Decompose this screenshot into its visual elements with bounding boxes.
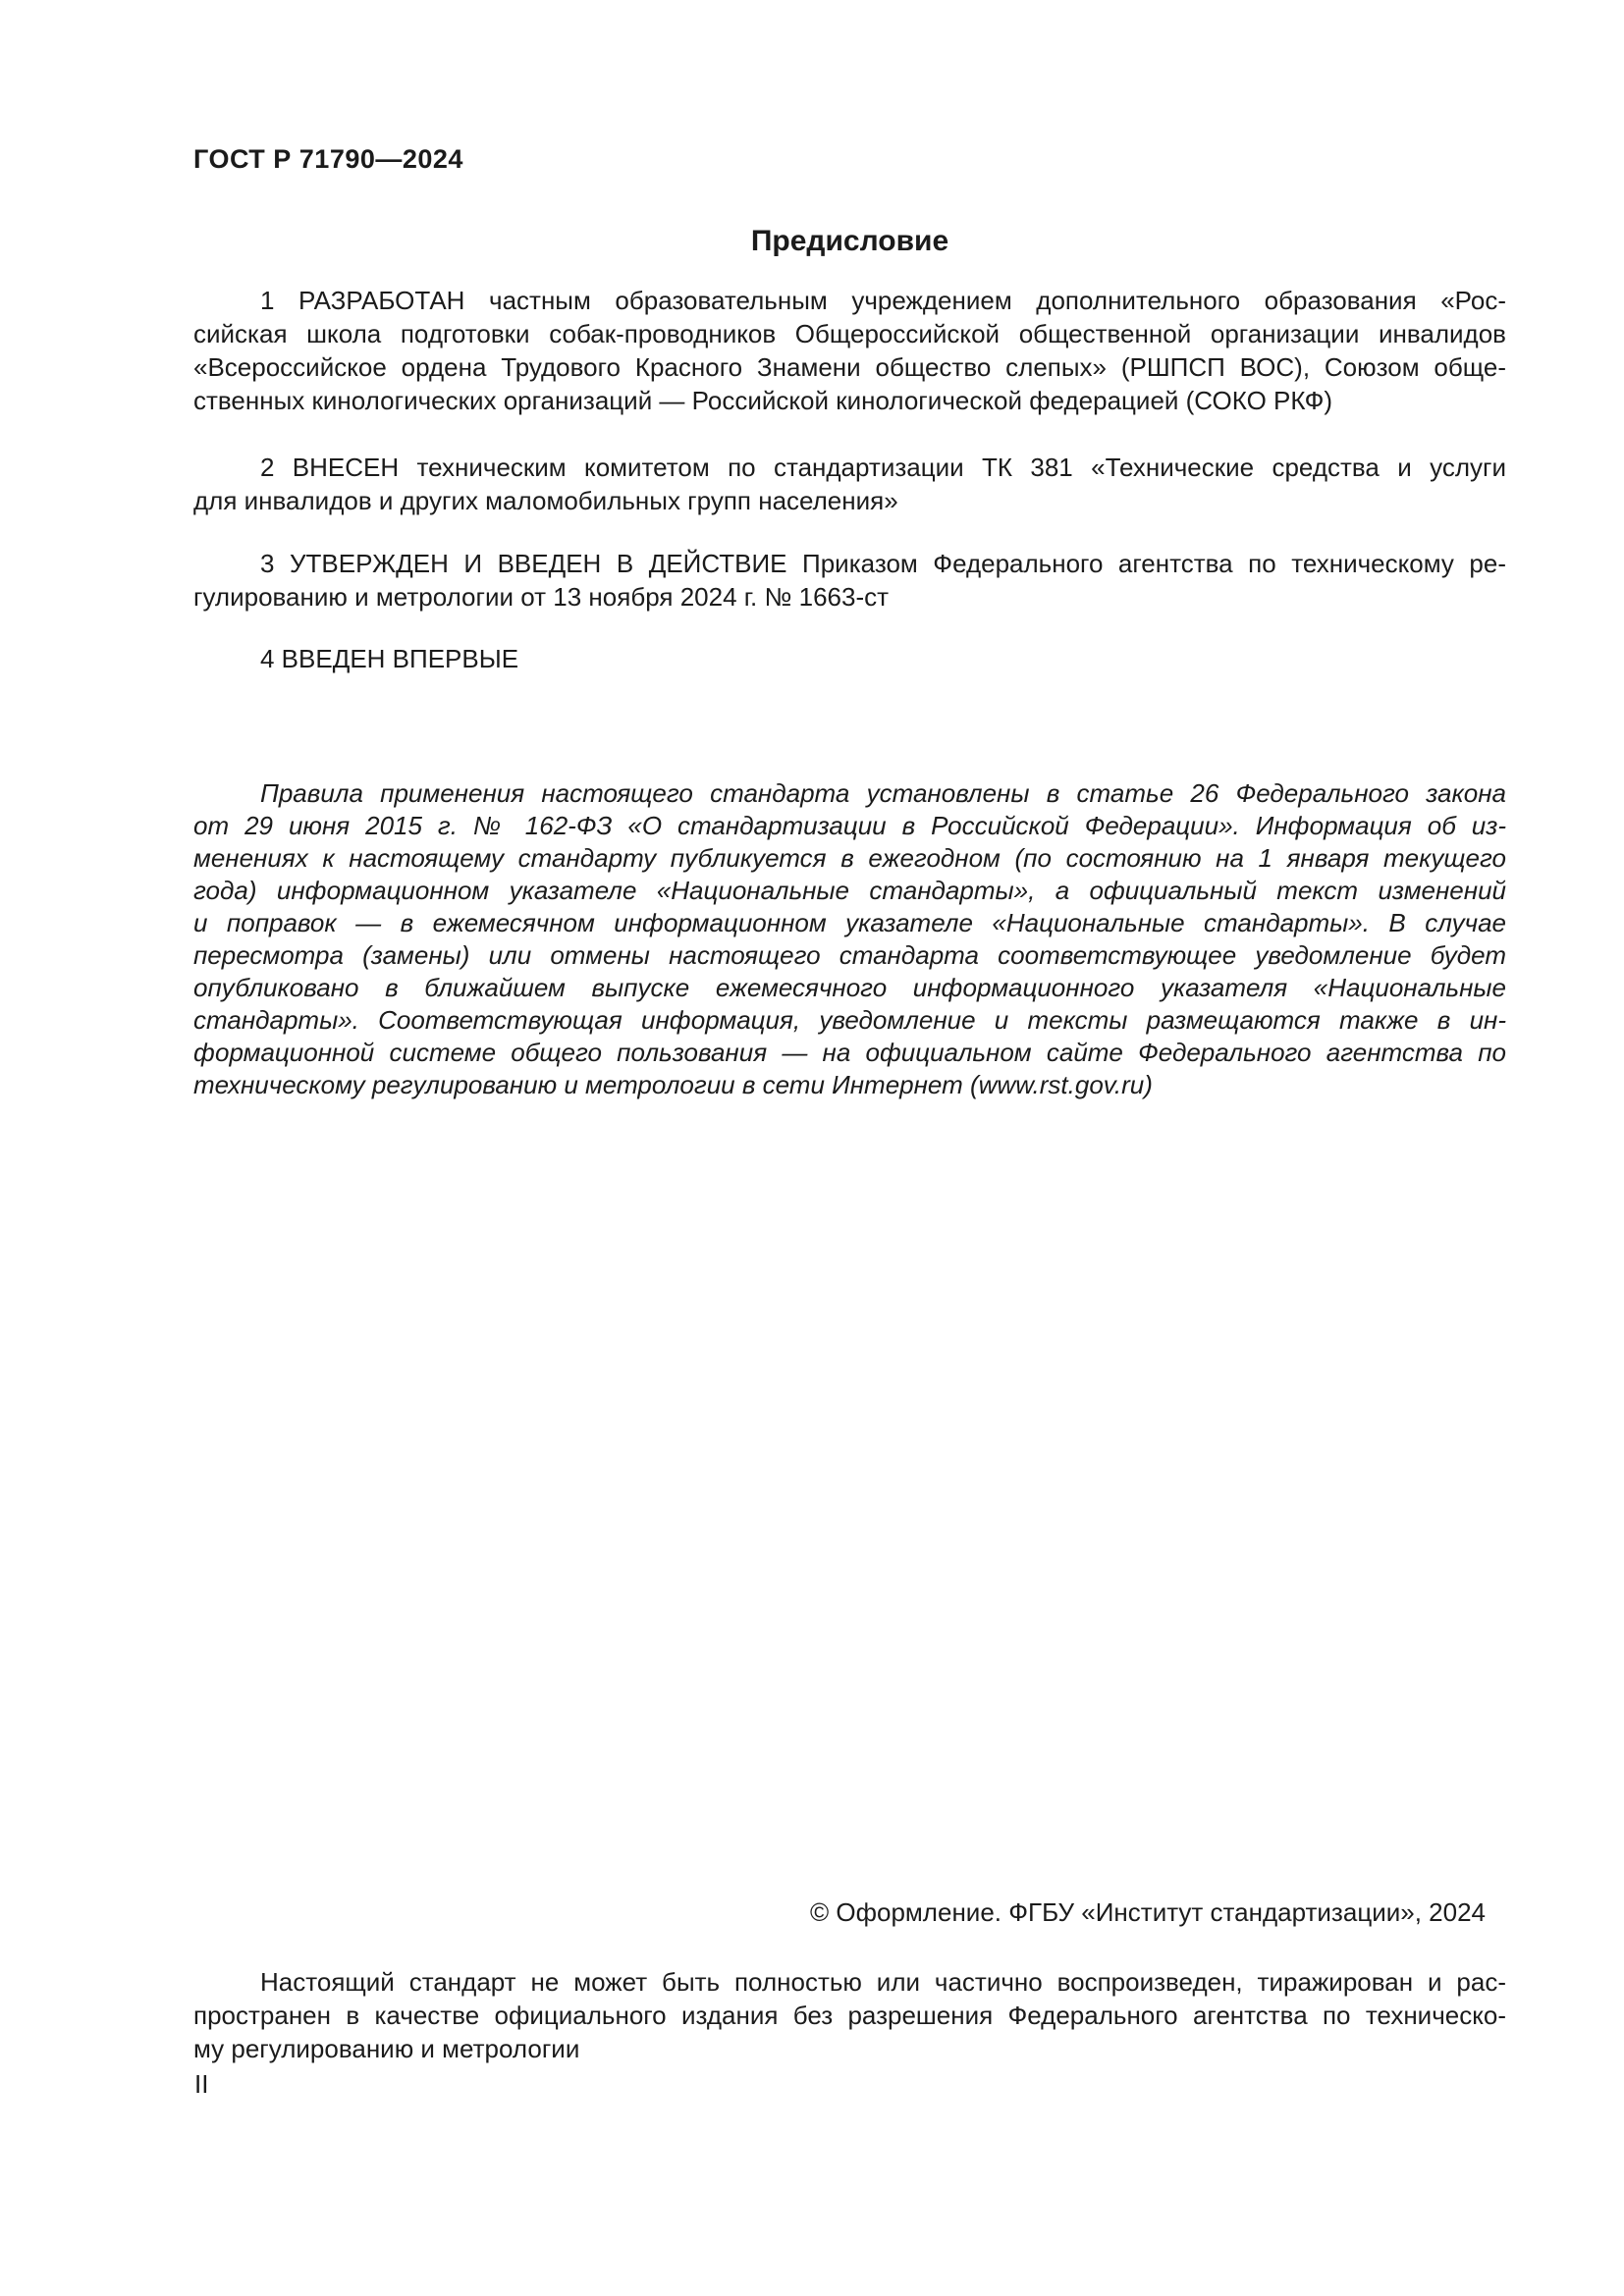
legal-note-line-4: года) информационном указателе «Национальные стандарты», а официальный текст изменений: [193, 876, 1506, 905]
foreword-item-1-line-4: ственных кинологических организаций — Российской кинологической федерацией (СОКО РКФ): [193, 386, 1333, 415]
legal-note-line-2: от 29 июня 2015 г. № 162-ФЗ «О стандартизации в Российской Федерации». Информация об из-: [193, 811, 1506, 840]
legal-note-line-10: техническому регулированию и метрологии в сети Интернет (www.rst.gov.ru): [193, 1070, 1153, 1099]
foreword-item-1-line-2: сийская школа подготовки собак-проводников Общероссийской общественной организации инвалидов: [193, 319, 1506, 348]
reproduction-notice: [193, 1965, 1506, 2065]
legal-note-line-6: пересмотра (замены) или отмены настоящего стандарта соответствующее уведомление будет: [193, 940, 1506, 970]
legal-note-line-5: и поправок — в ежемесячном информационном указателе «Национальные стандарты». В случае: [193, 908, 1506, 937]
foreword-item-2: [193, 451, 1506, 517]
foreword-item-4-line-1: 4 ВВЕДЕН ВПЕРВЫЕ: [260, 644, 519, 673]
foreword-item-1-line-3: «Всероссийское ордена Трудового Красного Знамени общество слепых» (РШПСП ВОС), Союзом обще-: [193, 352, 1506, 382]
document-code: ГОСТ Р 71790—2024: [193, 144, 463, 174]
reproduction-notice-line-1: Настоящий стандарт не может быть полностью или частично воспроизведен, тиражирован и рас-: [260, 1967, 1506, 1997]
foreword-title: Предисловие: [750, 225, 949, 257]
foreword-item-3-line-1: 3 УТВЕРЖДЕН И ВВЕДЕН В ДЕЙСТВИЕ Приказом Федерального агентства по техническому ре-: [260, 549, 1506, 578]
foreword-item-2-line-2: для инвалидов и других маломобильных групп населения»: [193, 486, 898, 515]
legal-note-line-8: стандарты». Соответствующая информация, уведомление и тексты размещаются также в ин-: [193, 1005, 1506, 1035]
legal-note-line-3: менениях к настоящему стандарту публикуется в ежегодном (по состоянию на 1 января текущего: [193, 843, 1506, 873]
legal-note: [193, 777, 1506, 1101]
foreword-item-1: [193, 284, 1506, 417]
reproduction-notice-line-3: му регулированию и метрологии: [193, 2034, 580, 2063]
foreword-item-3: [193, 547, 1506, 614]
foreword-item-3-line-2: гулированию и метрологии от 13 ноября 2024 г. № 1663-ст: [193, 582, 890, 612]
legal-note-line-1: Правила применения настоящего стандарта установлены в статье 26 Федерального закона: [260, 778, 1506, 808]
foreword-item-2-line-1: 2 ВНЕСЕН техническим комитетом по стандартизации ТК 381 «Технические средства и услуги: [260, 453, 1506, 482]
foreword-item-1-line-1: 1 РАЗРАБОТАН частным образовательным учреждением дополнительного образования «Рос-: [260, 286, 1506, 315]
reproduction-notice-line-2: пространен в качестве официального издания без разрешения Федерального агентства по техническо-: [193, 2001, 1506, 2030]
foreword-item-4: [193, 642, 1506, 675]
legal-note-line-7: опубликовано в ближайшем выпуске ежемесячного информационного указателя «Национальные: [193, 973, 1506, 1002]
copyright-notice: © Оформление. ФГБУ «Институт стандартизации», 2024: [810, 1897, 1486, 1927]
page-number: II: [194, 2069, 209, 2099]
legal-note-line-9: формационной системе общего пользования — на официальном сайте Федерального агентства по: [193, 1038, 1506, 1067]
